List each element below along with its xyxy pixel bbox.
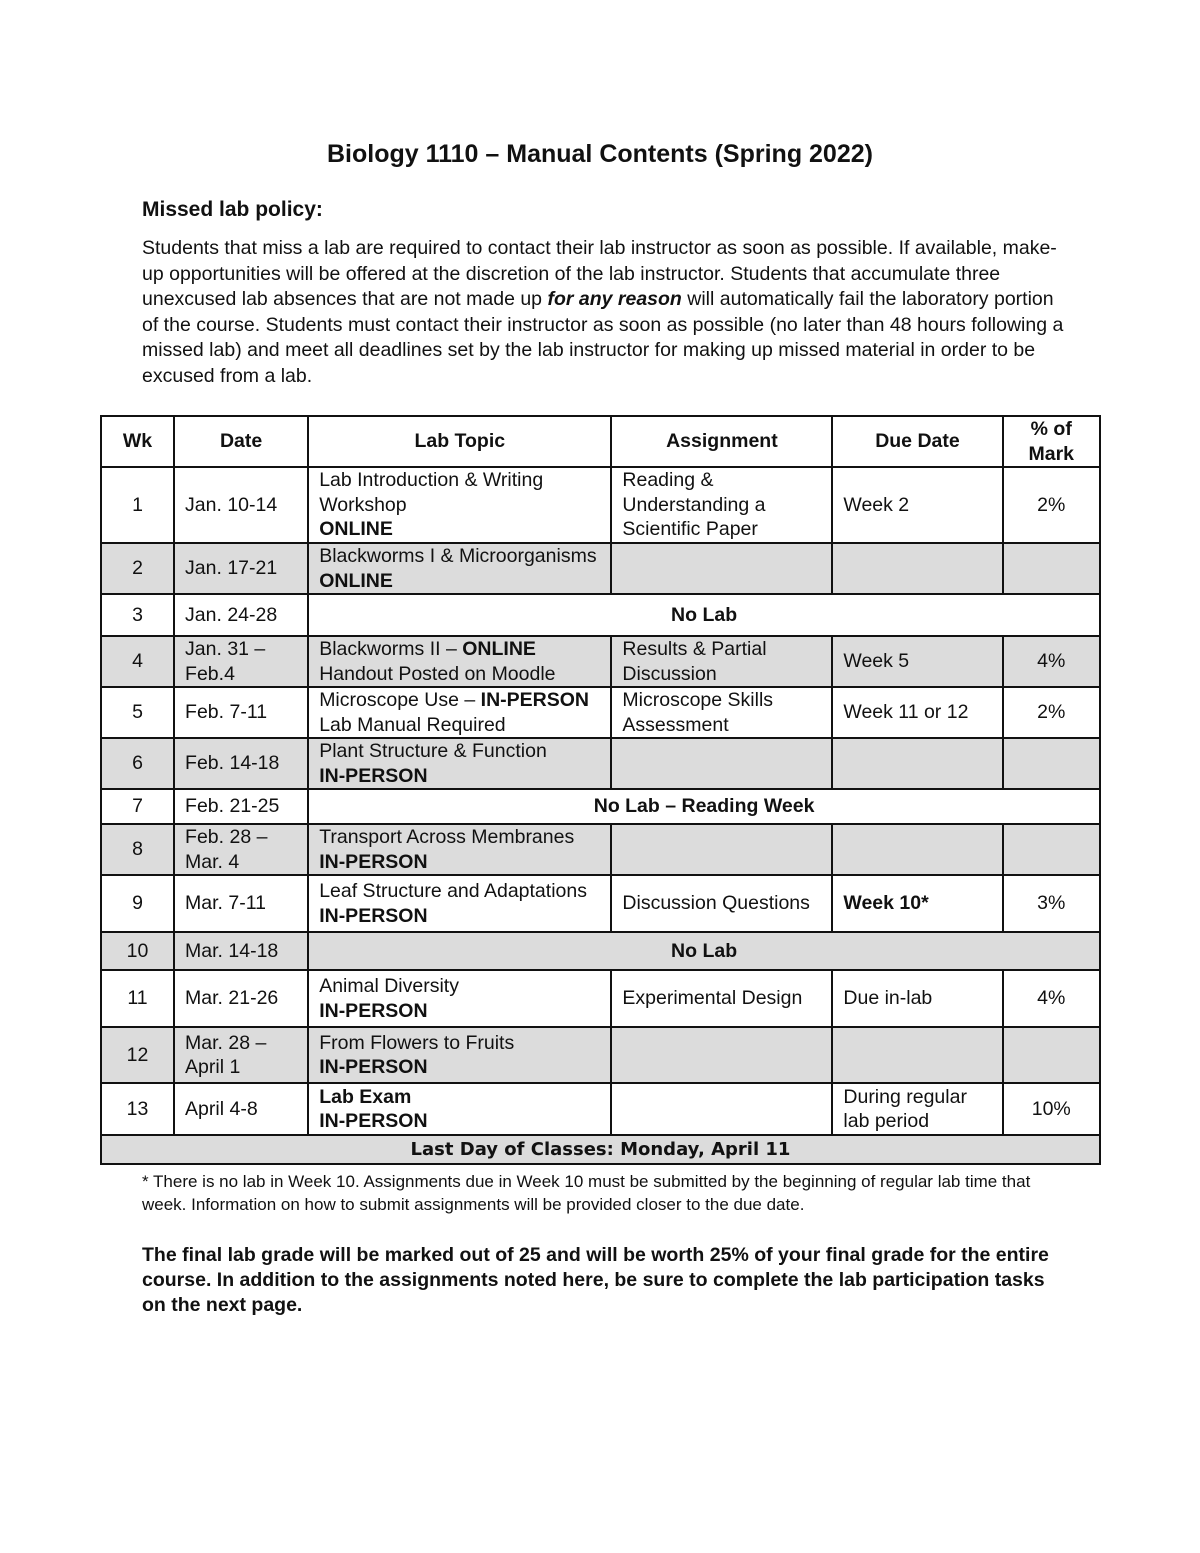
policy-paragraph <box>142 236 1067 389</box>
cell-due: Week 10* <box>832 875 1002 932</box>
cell-no-lab: No Lab <box>308 594 1100 636</box>
header-wk: Wk <box>101 416 174 467</box>
lab-schedule-table <box>100 415 1101 1165</box>
cell-wk: 5 <box>101 687 174 738</box>
cell-wk: 8 <box>101 824 174 875</box>
topic-mode: IN-PERSON <box>319 850 428 873</box>
topic-note: Lab Manual Required <box>319 713 506 736</box>
cell-pct: 2% <box>1003 687 1100 738</box>
table-row <box>101 467 1100 543</box>
cell-topic <box>308 970 611 1027</box>
cell-wk: 12 <box>101 1027 174 1083</box>
cell-assignment <box>611 824 832 875</box>
topic-mode: IN-PERSON <box>319 1110 428 1132</box>
cell-wk: 13 <box>101 1083 174 1135</box>
table-row <box>101 789 1100 824</box>
header-due-date: Due Date <box>832 416 1002 467</box>
cell-date: Mar. 21-26 <box>174 970 308 1027</box>
cell-due <box>832 1027 1002 1083</box>
cell-wk: 3 <box>101 594 174 636</box>
cell-assignment: Microscope Skills Assessment <box>611 687 832 738</box>
table-row <box>101 1083 1100 1135</box>
policy-text-after: will automatically fail the laboratory portion of the course. Students must contact their instructor as soon as possible (no later than 48 hours following a missed lab) and meet all deadlines set by the lab instructor for making up missed material in order to be excused from a lab. <box>142 288 1064 387</box>
cell-due: Week 11 or 12 <box>832 687 1002 738</box>
table-row <box>101 1027 1100 1083</box>
cell-due: Week 2 <box>832 467 1002 543</box>
topic-mode: IN-PERSON <box>480 689 590 711</box>
cell-due <box>832 738 1002 789</box>
cell-wk: 2 <box>101 543 174 594</box>
cell-date: Jan. 24-28 <box>174 594 308 636</box>
cell-topic <box>308 636 611 687</box>
cell-assignment: Reading & Understanding a Scientific Paper <box>611 467 832 543</box>
header-pct-line1: % of <box>1030 418 1072 440</box>
cell-date: Mar. 7-11 <box>174 875 308 932</box>
cell-due: Due in-lab <box>832 970 1002 1027</box>
topic-text: Lab Exam <box>319 1085 412 1108</box>
last-day-row <box>101 1135 1100 1164</box>
cell-wk: 4 <box>101 636 174 687</box>
page-title: Biology 1110 – Manual Contents (Spring 2022) <box>327 140 873 168</box>
table-row <box>101 543 1100 594</box>
last-day-of-classes: Last Day of Classes: Monday, April 11 <box>101 1135 1100 1164</box>
table-row <box>101 875 1100 932</box>
cell-wk: 10 <box>101 932 174 970</box>
topic-mode: IN-PERSON <box>319 764 428 787</box>
cell-wk: 1 <box>101 467 174 543</box>
cell-no-lab: No Lab <box>308 932 1100 970</box>
table-row <box>101 687 1100 738</box>
cell-topic <box>308 543 611 594</box>
cell-date: Jan. 10-14 <box>174 467 308 543</box>
cell-topic <box>308 875 611 932</box>
topic-mode: IN-PERSON <box>319 1056 428 1078</box>
cell-date: Jan. 17-21 <box>174 543 308 594</box>
cell-no-lab: No Lab – Reading Week <box>308 789 1100 824</box>
cell-topic <box>308 824 611 875</box>
table-row <box>101 824 1100 875</box>
cell-wk: 9 <box>101 875 174 932</box>
policy-heading: Missed lab policy: <box>142 198 323 221</box>
cell-assignment: Experimental Design <box>611 970 832 1027</box>
cell-date: Feb. 7-11 <box>174 687 308 738</box>
topic-mode: ONLINE <box>319 569 393 592</box>
topic-note: Handout Posted on Moodle <box>319 662 556 685</box>
cell-pct <box>1003 543 1100 594</box>
topic-text: Microscope Use – <box>319 689 481 711</box>
cell-wk: 6 <box>101 738 174 789</box>
cell-date: Feb. 14-18 <box>174 738 308 789</box>
cell-due: During regular lab period <box>832 1083 1002 1135</box>
cell-wk: 11 <box>101 970 174 1027</box>
cell-pct <box>1003 738 1100 789</box>
topic-text: Blackworms I & Microorganisms <box>319 545 597 567</box>
cell-assignment <box>611 543 832 594</box>
table-row <box>101 932 1100 970</box>
cell-topic <box>308 687 611 738</box>
cell-pct <box>1003 1027 1100 1083</box>
cell-date: Mar. 14-18 <box>174 932 308 970</box>
topic-text: Leaf Structure and Adaptations <box>319 880 587 902</box>
table-header-row <box>101 416 1100 467</box>
cell-topic <box>308 1027 611 1083</box>
header-assignment: Assignment <box>611 416 832 467</box>
cell-topic <box>308 738 611 789</box>
cell-pct <box>1003 824 1100 875</box>
policy-emphasis: for any reason <box>547 288 682 310</box>
table-row <box>101 594 1100 636</box>
header-lab-topic: Lab Topic <box>308 416 611 467</box>
cell-date: Mar. 28 – April 1 <box>174 1027 308 1083</box>
cell-date: April 4-8 <box>174 1083 308 1135</box>
cell-date: Feb. 21-25 <box>174 789 308 824</box>
topic-mode: IN-PERSON <box>319 904 428 927</box>
cell-pct: 10% <box>1003 1083 1100 1135</box>
topic-text: From Flowers to Fruits <box>319 1031 515 1054</box>
policy-text-before: Students that miss a lab are required to contact their lab instructor as soon as possible. If available, make-up opportunities will be offered at the discretion of the lab instructor. Students that accumulate three unexcused lab absences that are not made up <box>142 237 1057 310</box>
cell-pct: 4% <box>1003 636 1100 687</box>
topic-text: Animal Diversity <box>319 975 459 997</box>
header-percent-of-mark <box>1003 416 1100 467</box>
cell-assignment: Results & Partial Discussion <box>611 636 832 687</box>
header-pct-line2: Mark <box>1028 442 1075 465</box>
cell-date: Jan. 31 – Feb.4 <box>174 636 308 687</box>
cell-wk: 7 <box>101 789 174 824</box>
cell-assignment <box>611 1083 832 1135</box>
footnote: * There is no lab in Week 10. Assignments due in Week 10 must be submitted by the beginning of regular lab time that week. Information on how to submit assignments will be provided closer to the due date. <box>142 1172 1031 1214</box>
topic-mode: ONLINE <box>319 518 393 541</box>
cell-due: Week 5 <box>832 636 1002 687</box>
cell-date: Feb. 28 – Mar. 4 <box>174 824 308 875</box>
cell-due <box>832 824 1002 875</box>
table-row <box>101 970 1100 1027</box>
table-row <box>101 636 1100 687</box>
topic-text: Transport Across Membranes <box>319 826 575 848</box>
cell-pct: 2% <box>1003 467 1100 543</box>
topic-text: Plant Structure & Function <box>319 740 547 762</box>
cell-topic <box>308 467 611 543</box>
cell-pct: 4% <box>1003 970 1100 1027</box>
cell-topic <box>308 1083 611 1135</box>
cell-pct: 3% <box>1003 875 1100 932</box>
cell-assignment <box>611 738 832 789</box>
final-grade-note: The final lab grade will be marked out of 25 and will be worth 25% of your final grade for the entire course. In addition to the assignments noted here, be sure to complete the lab participation tasks on the next page. <box>142 1244 1049 1316</box>
cell-assignment: Discussion Questions <box>611 875 832 932</box>
table-row <box>101 738 1100 789</box>
topic-text: Blackworms II – <box>319 638 463 660</box>
cell-assignment <box>611 1027 832 1083</box>
header-date: Date <box>174 416 308 467</box>
cell-due <box>832 543 1002 594</box>
topic-mode: ONLINE <box>462 638 536 660</box>
topic-text: Lab Introduction & Writing Workshop <box>319 469 544 516</box>
topic-mode: IN-PERSON <box>319 999 428 1022</box>
